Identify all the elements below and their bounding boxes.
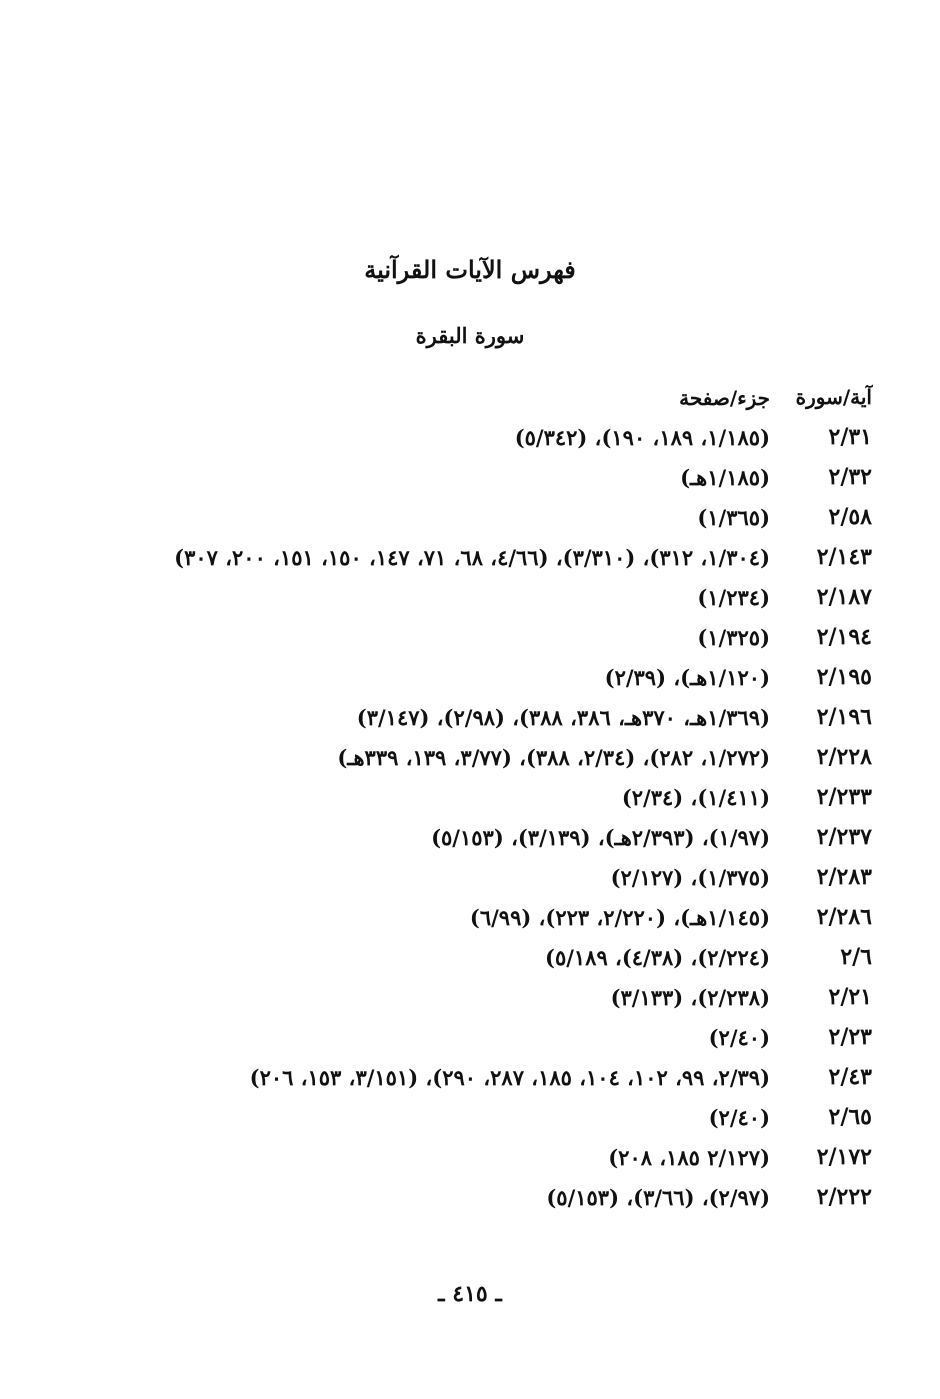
page-references: (١/٣٧٥)، (٢/١٢٧) bbox=[610, 865, 770, 890]
page-references: (٢/٢٢٤)، (٤/٣٨)، ٥/١٨٩) bbox=[545, 945, 770, 970]
table-row bbox=[62, 738, 872, 778]
page-references: (١/١٨٥، ١٨٩، ١٩٠)، (٥/٣٤٢) bbox=[514, 425, 770, 450]
verse-index-table bbox=[62, 378, 872, 1218]
table-row bbox=[62, 1178, 872, 1218]
page-references: (١/٢٣٤) bbox=[697, 585, 770, 610]
table-row bbox=[62, 538, 872, 578]
ayah-number: ٢/٢٢٨ bbox=[816, 744, 872, 770]
page-references: (١/٣٦٥) bbox=[697, 505, 770, 530]
ayah-number: ٢/٦٥ bbox=[828, 1104, 872, 1130]
ayah-number: ٢/٢٣٧ bbox=[816, 824, 872, 850]
ayah-number: ٢/٢٣٣ bbox=[816, 784, 872, 810]
ayah-number: ٢/١٨٧ bbox=[816, 584, 872, 610]
ayah-number: ٢/٢٨٣ bbox=[816, 864, 872, 890]
page-references: (٢/٤٠) bbox=[708, 1105, 770, 1130]
ayah-number: ٢/٢٨٦ bbox=[816, 904, 872, 930]
page-number: ـ ٤١٥ ـ bbox=[438, 1281, 502, 1307]
table-row bbox=[62, 978, 872, 1018]
page-references: (١/٢٧٢، ٢٨٢)، (٢/٣٤، ٣٨٨)، (٣/٧٧، ١٣٩، ٣٣٩هـ) bbox=[337, 745, 770, 770]
page-references: (٢/٣٩، ٩٩، ١٠٢، ١٠٤، ١٨٥، ٢٨٧، ٢٩٠)، (٣/١٥١، ١٥٣، ٢٠٦) bbox=[249, 1065, 770, 1090]
ayah-number: ٢/١٩٦ bbox=[816, 704, 872, 730]
page-references: (٢/١٢٧ ١٨٥، ٢٠٨) bbox=[608, 1145, 770, 1170]
ayah-number: ٢/١٤٣ bbox=[816, 544, 872, 570]
table-row bbox=[62, 698, 872, 738]
table-row bbox=[62, 1138, 872, 1178]
table-row bbox=[62, 898, 872, 938]
table-header bbox=[62, 378, 872, 418]
table-row bbox=[62, 498, 872, 538]
page-references: (١/٣٢٥) bbox=[697, 625, 770, 650]
table-row bbox=[62, 1098, 872, 1138]
table-row bbox=[62, 658, 872, 698]
page-references: (١/٣٦٩هـ، ٣٧٠هـ، ٣٨٦، ٣٨٨)، (٢/٩٨)، (٣/١٤٧) bbox=[356, 705, 770, 730]
table-row bbox=[62, 418, 872, 458]
ayah-number: ٢/٤٣ bbox=[828, 1064, 872, 1090]
header-ayah: آية/سورة bbox=[795, 385, 872, 409]
table-row bbox=[62, 1018, 872, 1058]
ayah-number: ٢/٢١ bbox=[828, 984, 872, 1010]
table-row bbox=[62, 1058, 872, 1098]
ayah-number: ٢/٣١ bbox=[828, 424, 872, 450]
page-references: (١/١٤٥هـ)، (٢/٢٢٠، ٢٢٣)، (٦/٩٩) bbox=[469, 905, 770, 930]
table-row bbox=[62, 818, 872, 858]
table-row bbox=[62, 938, 872, 978]
ayah-number: ٢/١٩٥ bbox=[816, 664, 872, 690]
page-references: (٢/٤٠) bbox=[708, 1025, 770, 1050]
page-references: (١/٩٧)، (٢/٣٩٣هـ)، (٣/١٣٩)، (٥/١٥٣) bbox=[431, 825, 770, 850]
ayah-number: ٢/١٧٢ bbox=[816, 1144, 872, 1170]
table-row bbox=[62, 458, 872, 498]
header-refs: جزء/صفحة bbox=[679, 386, 770, 410]
ayah-number: ٢/٢٣ bbox=[828, 1024, 872, 1050]
page-references: (١/١٨٥هـ) bbox=[680, 465, 770, 490]
table-row bbox=[62, 778, 872, 818]
page-references: (١/٣٠٤، ٣١٢)، (٣/٣١٠)، (٤/٦٦، ٦٨، ٧١، ١٤٧، ١٥٠، ١٥١، ٢٠٠، ٣٠٧) bbox=[174, 545, 770, 570]
page-references: (٢/٩٧)، (٣/٦٦)، (٥/١٥٣) bbox=[546, 1185, 770, 1210]
surah-title: سورة البقرة bbox=[415, 323, 525, 348]
table-row bbox=[62, 618, 872, 658]
index-title: فهرس الآيات القرآنية bbox=[364, 255, 576, 284]
ayah-number: ٢/٢٢٢ bbox=[816, 1184, 872, 1210]
ayah-number: ٢/٣٢ bbox=[828, 464, 872, 490]
page-references: (١/١٢٠هـ)، (٢/٣٩) bbox=[604, 665, 770, 690]
ayah-number: ٢/٥٨ bbox=[828, 504, 872, 530]
ayah-number: ٢/٦ bbox=[840, 944, 872, 970]
table-row bbox=[62, 578, 872, 618]
page-references: (٢/٢٣٨)، (٣/١٣٣) bbox=[610, 985, 770, 1010]
ayah-number: ٢/١٩٤ bbox=[816, 624, 872, 650]
table-row bbox=[62, 858, 872, 898]
page-references: (١/٤١١)، (٢/٣٤) bbox=[621, 785, 770, 810]
